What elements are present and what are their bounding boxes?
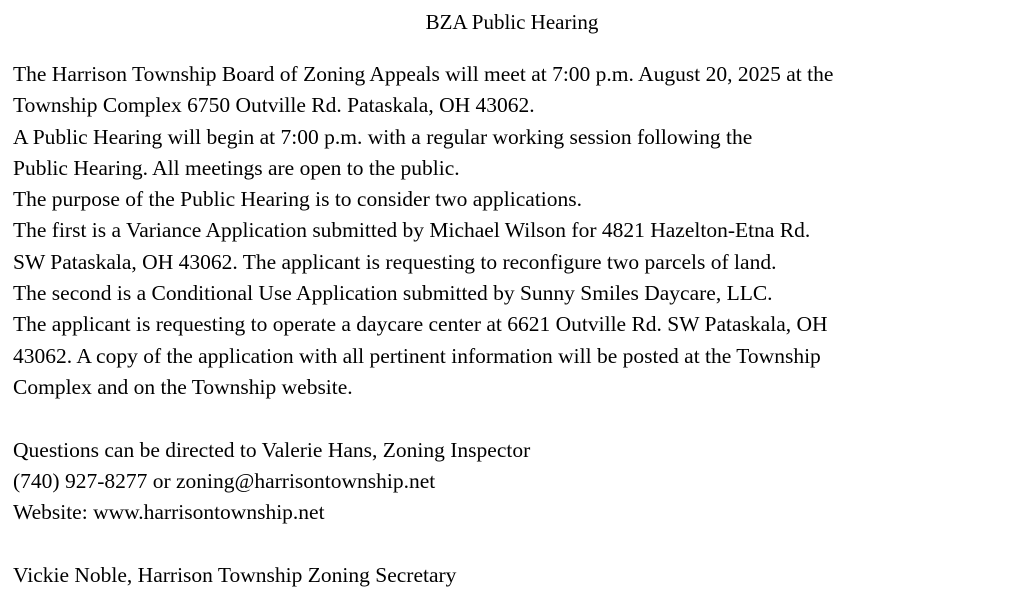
paragraph-gap bbox=[13, 403, 1018, 434]
body-line: The first is a Variance Application submitted by Michael Wilson for 4821 Hazelton-Etna Rd. bbox=[13, 218, 811, 243]
body-line: A Public Hearing will begin at 7:00 p.m. with a regular working session following the bbox=[13, 124, 753, 149]
contact-phone-email-line: (740) 927-8277 or zoning@harrisontownship.net bbox=[13, 468, 436, 493]
body-line: Complex and on the Township website. bbox=[13, 374, 353, 399]
contact-website-line: Website: www.harrisontownship.net bbox=[13, 500, 325, 525]
signature-line: Vickie Noble, Harrison Township Zoning Secretary bbox=[13, 562, 457, 587]
body-line: The purpose of the Public Hearing is to consider two applications. bbox=[13, 187, 583, 212]
notice-title: BZA Public Hearing bbox=[425, 10, 599, 34]
contact-inspector-line: Questions can be directed to Valerie Hans, Zoning Inspector bbox=[13, 437, 531, 462]
body-line: The Harrison Township Board of Zoning Appeals will meet at 7:00 p.m. August 20, 2025 at the bbox=[13, 62, 834, 86]
body-line: The applicant is requesting to operate a daycare center at 6621 Outville Rd. SW Pataskala, OH bbox=[13, 312, 828, 337]
body-line: Township Complex 6750 Outville Rd. Pataskala, OH 43062. bbox=[13, 93, 535, 118]
paragraph-gap bbox=[13, 528, 1018, 559]
body-line: The second is a Conditional Use Application submitted by Sunny Smiles Daycare, LLC. bbox=[13, 281, 773, 306]
body-line: SW Pataskala, OH 43062. The applicant is requesting to reconfigure two parcels of land. bbox=[13, 249, 777, 274]
body-line: Public Hearing. All meetings are open to the public. bbox=[13, 155, 460, 180]
body-line: 43062. A copy of the application with all pertinent information will be posted at the Township bbox=[13, 343, 821, 368]
notice-body bbox=[13, 59, 1018, 591]
